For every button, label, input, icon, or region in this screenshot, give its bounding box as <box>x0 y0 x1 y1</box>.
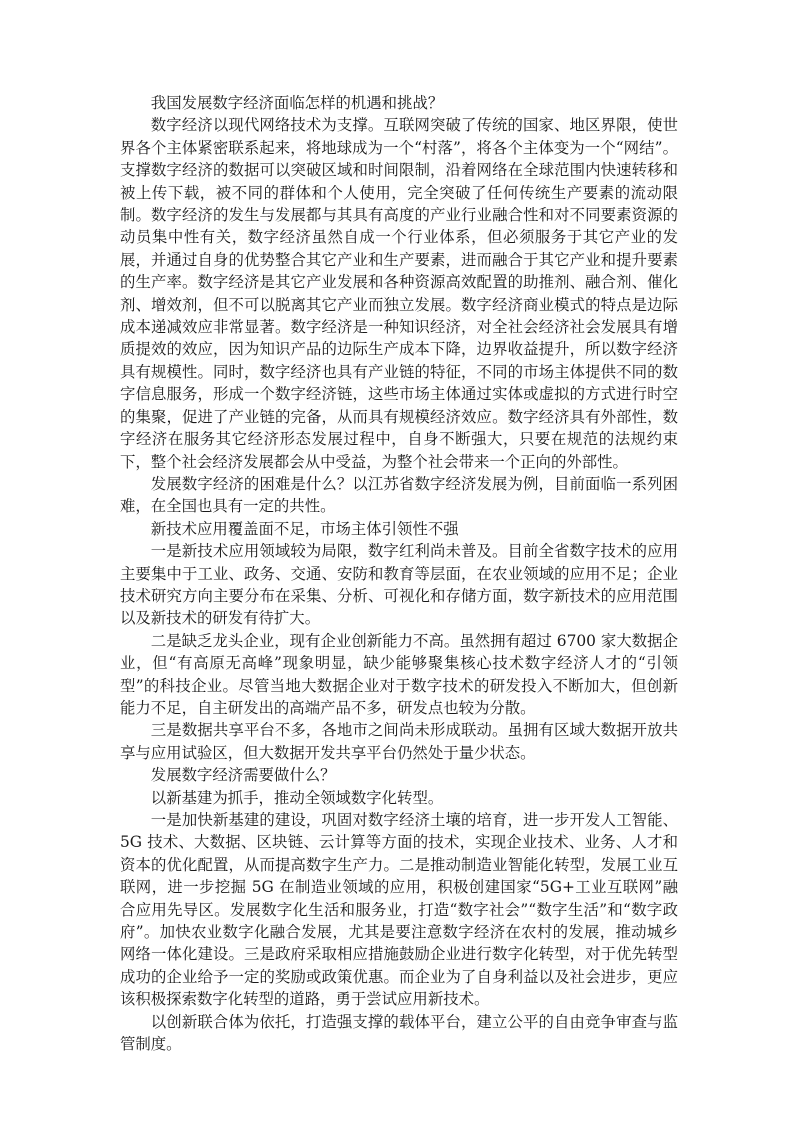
paragraph-limited-application: 一是新技术应用领域较为局限，数字红利尚未普及。目前全省数字技术的应用主要集中于工业、政务、交通、安防和教育等层面，在农业领域的应用不足；企业技术研究方向主要分布在采集、分析、可视化和存储方面，数字新技术的应用范围以及新技术的研发有待扩大。 <box>120 542 678 628</box>
paragraph-data-sharing-platforms: 三是数据共享平台不多，各地市之间尚未形成联动。虽拥有区域大数据开放共享与应用试验区，但大数据开发共享平台仍然处于量少状态。 <box>120 721 678 762</box>
subheading-new-infrastructure: 以新基建为抓手，推动全领域数字化转型。 <box>150 788 444 807</box>
subheading-what-to-do: 发展数字经济需要做什么？ <box>150 766 336 785</box>
paragraph-new-infrastructure-measures: 一是加快新基建的建设，巩固对数字经济土壤的培育，进一步开发人工智能、5G 技术、大数据、区块链、云计算等方面的技术，实现企业技术、业务、人才和资本的优化配置，从而提高数字生产力。二是推动制造业智能化转型，发展工业互联网，进一步挖掘 5G 在制造业领域的应用，积极创建国家“5G+工业互联网”融合应用先导区。发展数字化生活和服务业，打造“数字社会”“数字生活”和“数字政府”。加快农业数字化融合发展，尤其是要注意数字经济在农村的发展，推动城乡网络一体化建设。三是政府采取相应措施鼓励企业进行数字化转型，对于优先转型成功的企业给予一定的奖励或政策优惠。而企业为了自身利益以及社会进步，更应该积极探索数字化转型的道路，勇于尝试应用新技术。 <box>120 811 678 1009</box>
paragraph-lack-of-leading-firms: 二是缺乏龙头企业，现有企业创新能力不高。虽然拥有超过 6700 家大数据企业，但“有高原无高峰”现象明显，缺少能够聚集核心技术数字经济人才的“引领型”的科技企业。尽管当地大数据企业对于数字技术的研发投入不断加大，但创新能力不足，自主研发出的高端产品不多，研发点也较为分散。 <box>120 631 678 717</box>
paragraph-digital-economy-basis: 数字经济以现代网络技术为支撑。互联网突破了传统的国家、地区界限，使世界各个主体紧密联系起来，将地球成为一个“村落”，将各个主体变为一个“网结”。支撑数字经济的数据可以突破区域和时间限制，沿着网络在全球范围内快速转移和被上传下载，被不同的群体和个人使用，完全突破了任何传统生产要素的流动限制。数字经济的发生与发展都与其具有高度的产业行业融合性和对不同要素资源的动员集中性有关，数字经济虽然自成一个行业体系，但必须服务于其它产业的发展，并通过自身的优势整合其它产业和生产要素，进而融合于其它产业和提升要素的生产率。数字经济是其它产业发展和各种资源高效配置的助推剂、融合剂、催化剂、增效剂，但不可以脱离其它产业而独立发展。数字经济商业模式的特点是边际成本递减效应非常显著。数字经济是一种知识经济，对全社会经济社会发展具有增质提效的效应，因为知识产品的边际生产成本下降，边界收益提升，所以数字经济具有规模性。同时，数字经济也具有产业链的特征，不同的市场主体提供不同的数字信息服务，形成一个数字经济链，这些市场主体通过实体或虚拟的方式进行时空的集聚，促进了产业链的完备，从而具有规模经济效应。数字经济具有外部性，数字经济在服务其它经济形态发展过程中，自身不断强大，只要在规范的法规约束下，整个社会经济发展都会从中受益，为整个社会带来一个正向的外部性。 <box>120 116 678 471</box>
subheading-new-tech-coverage: 新技术应用覆盖面不足，市场主体引领性不强 <box>150 519 459 538</box>
document-body <box>120 92 678 1055</box>
paragraph-difficulties-question: 发展数字经济的困难是什么？以江苏省数字经济发展为例，目前面临一系列困难，在全国也具有一定的共性。 <box>120 474 678 516</box>
paragraph-innovation-consortium: 以创新联合体为依托，打造强支撑的载体平台，建立公平的自由竞争审查与监管制度。 <box>120 1012 678 1054</box>
document-title: 我国发展数字经济面临怎样的机遇和挑战？ <box>150 94 444 112</box>
